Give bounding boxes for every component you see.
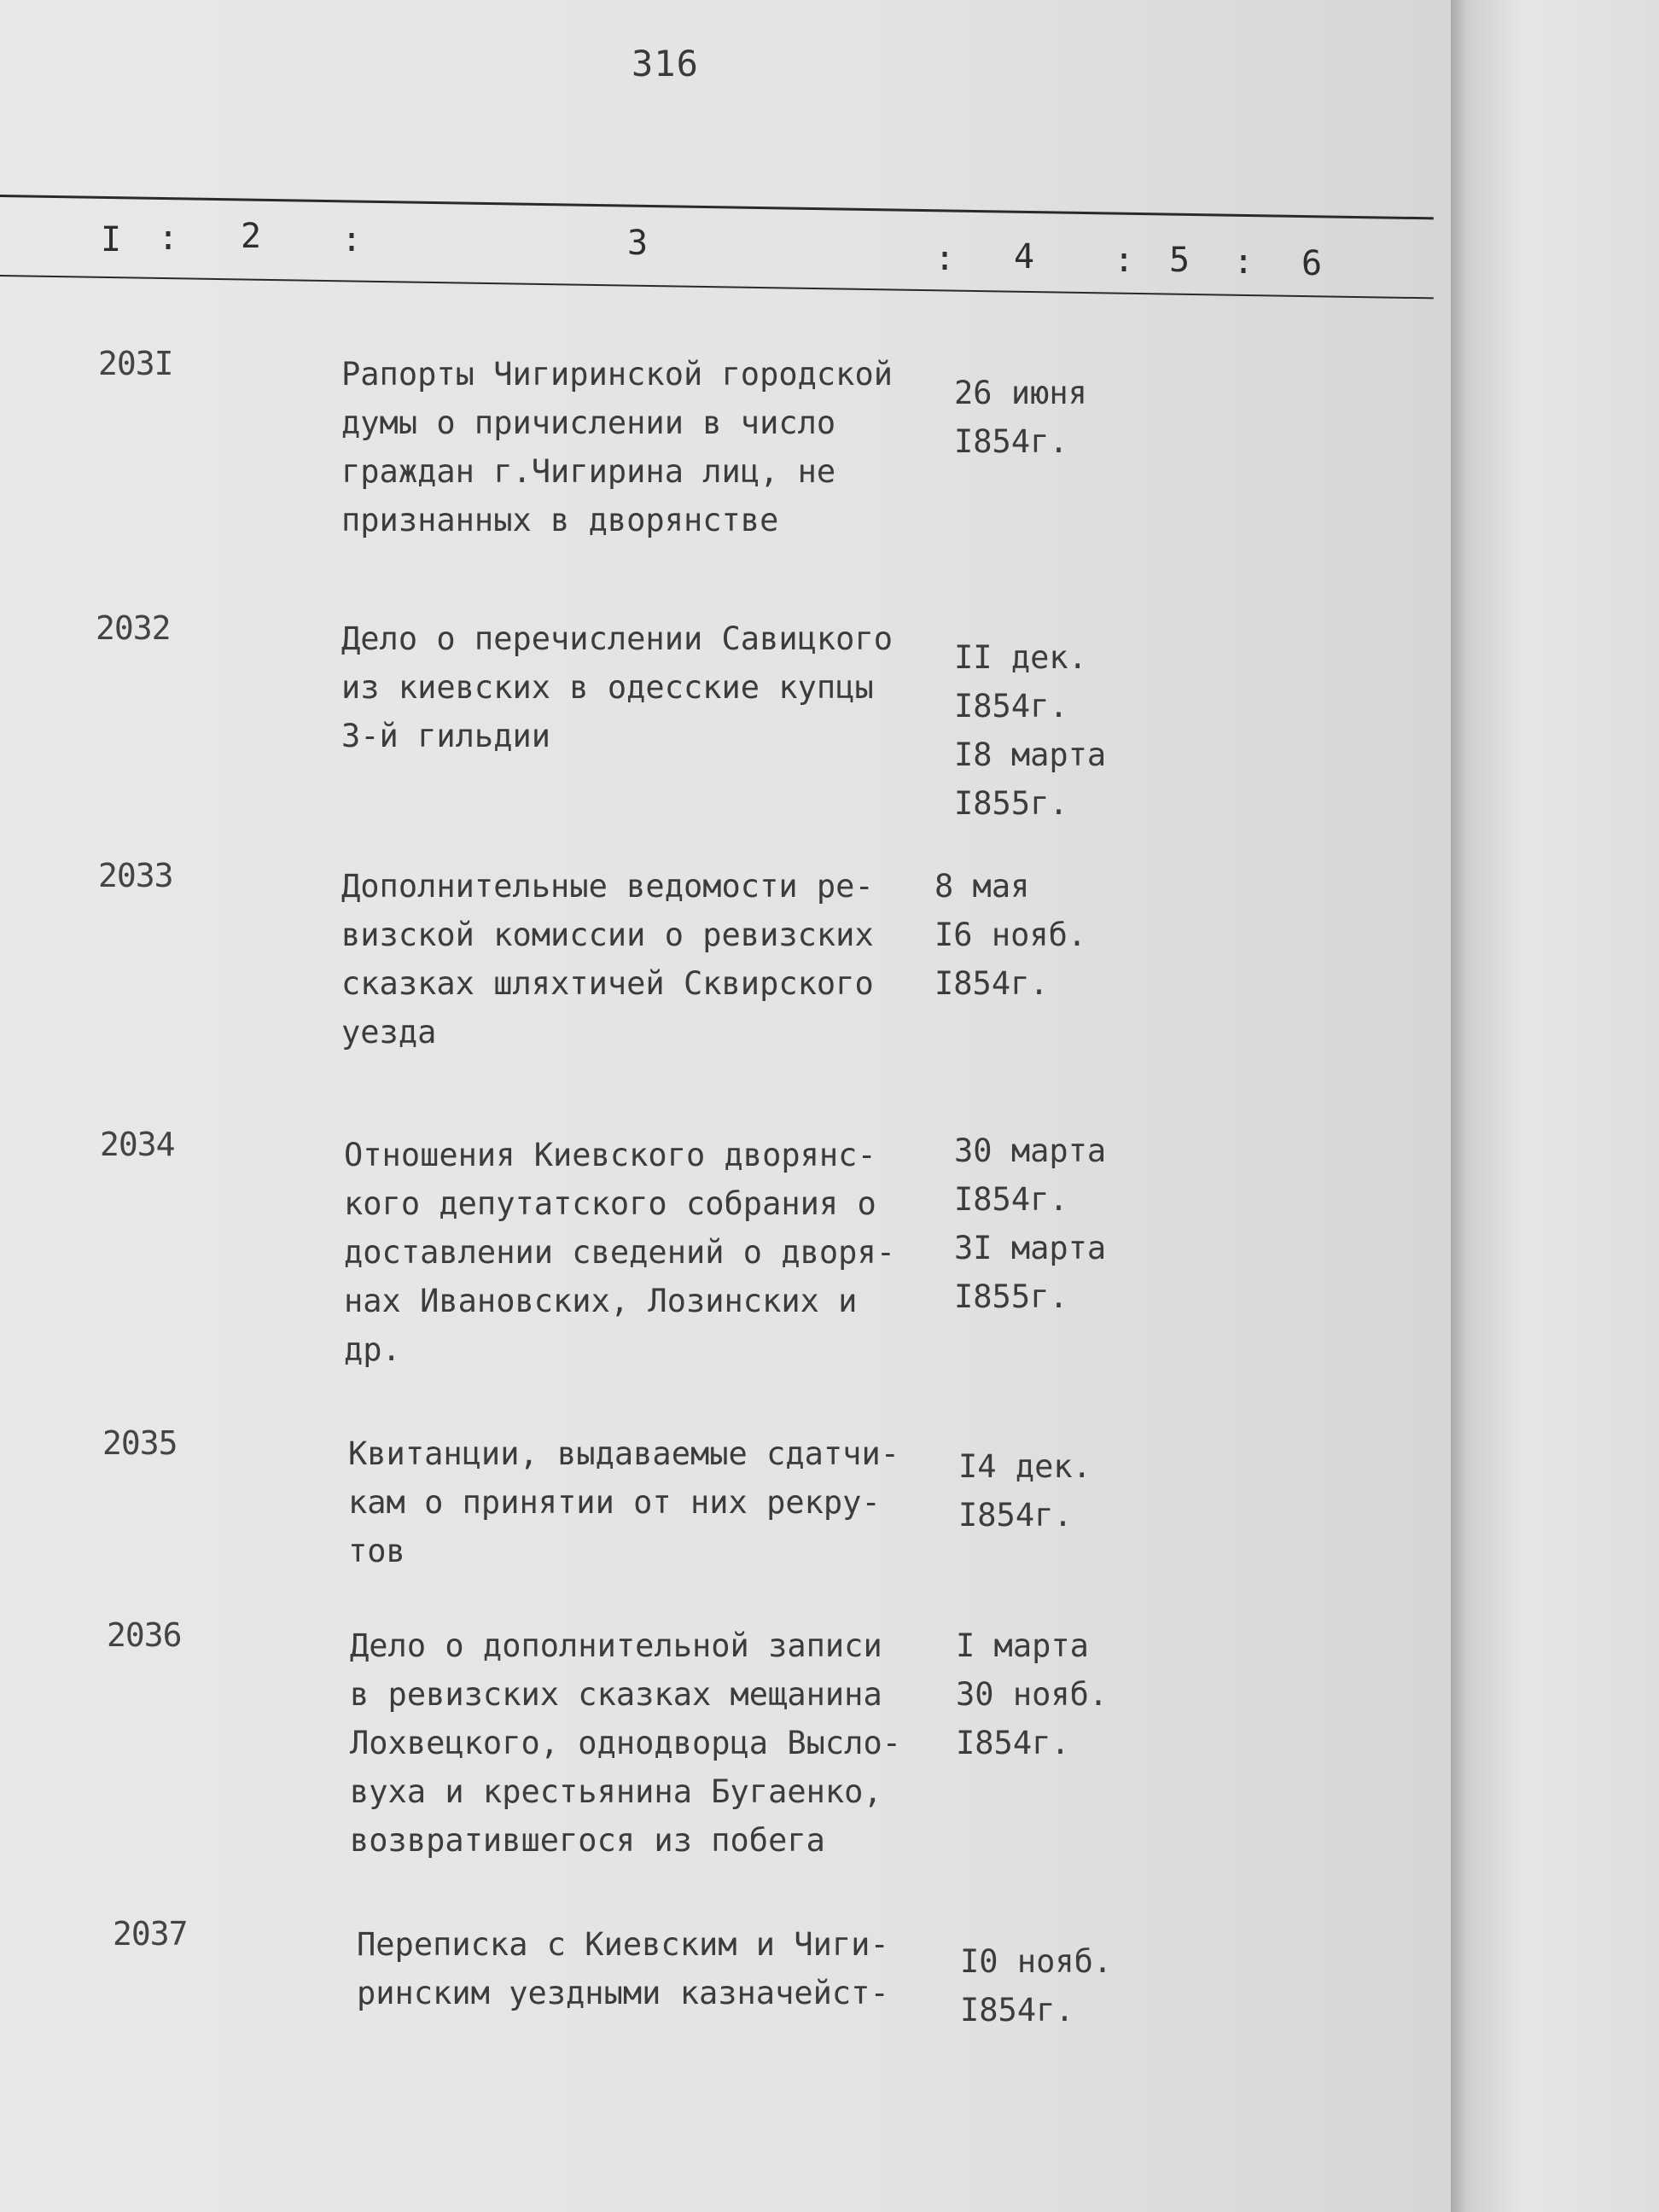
description-line: Лохвецкого, однодворца Высло-: [350, 1725, 902, 1761]
entry-number: 2036: [107, 1616, 182, 1654]
date-line: 8 мая: [934, 868, 1030, 905]
description-line: возвратившегося из побега: [350, 1822, 825, 1859]
date-line: II дек.: [954, 639, 1087, 676]
entry-number: 2033: [98, 857, 173, 894]
entry-description: [348, 1429, 899, 1575]
entry-dates: [958, 1442, 1091, 1540]
description-line: Квитанции, выдаваемые сдатчи-: [348, 1435, 900, 1472]
date-line: I854г.: [956, 1725, 1070, 1761]
date-line: 30 марта: [954, 1132, 1107, 1169]
column-header-6: 6: [1301, 244, 1323, 283]
description-line: др.: [344, 1331, 401, 1368]
column-header-I: I: [101, 220, 122, 259]
date-line: I854г.: [954, 423, 1068, 460]
description-line: ринским уездными казначейст-: [357, 1975, 889, 2011]
date-line: I854г.: [934, 965, 1049, 1002]
description-line: в ревизских сказках мещанина: [350, 1676, 882, 1713]
entry-description: [341, 862, 874, 1057]
description-line: признанных в дворянстве: [341, 502, 779, 538]
description-line: Дело о дополнительной записи: [350, 1627, 882, 1664]
column-header-5: 5: [1169, 241, 1190, 280]
column-separator: :: [1114, 241, 1135, 280]
description-line: думы о причислении в число: [341, 405, 836, 441]
description-line: вуха и крестьянина Бугаенко,: [350, 1773, 882, 1810]
description-line: тов: [348, 1533, 405, 1569]
entry-description: [350, 1621, 901, 1865]
date-line: I854г.: [954, 1181, 1068, 1218]
description-line: кам о принятии от них рекру-: [348, 1484, 881, 1521]
entry-number: 2037: [113, 1915, 188, 1953]
date-line: I855г.: [954, 1278, 1068, 1315]
description-line: кого депутатского собрания о: [344, 1185, 876, 1222]
entry-dates: [954, 633, 1106, 828]
column-separator: :: [934, 239, 956, 278]
date-line: I8 марта: [954, 736, 1107, 773]
description-line: Отношения Киевского дворянс-: [344, 1137, 876, 1173]
date-line: 3I марта: [954, 1230, 1107, 1266]
description-line: нах Ивановских, Лозинских и: [344, 1283, 858, 1319]
date-line: I0 нояб.: [960, 1943, 1113, 1980]
date-line: I марта: [956, 1627, 1089, 1664]
date-line: I854г.: [954, 688, 1068, 725]
description-line: визской комиссии о ревизских: [341, 917, 874, 953]
entry-dates: [934, 862, 1086, 1008]
date-line: I6 нояб.: [934, 917, 1087, 953]
description-line: граждан г.Чигирина лиц, не: [341, 453, 836, 490]
description-line: Дополнительные ведомости ре-: [341, 868, 874, 905]
entry-number: 203I: [98, 345, 173, 382]
column-separator: :: [1233, 242, 1254, 282]
date-line: I855г.: [954, 785, 1068, 822]
page-number: 316: [632, 43, 699, 84]
entry-number: 2032: [96, 609, 171, 647]
entry-dates: [956, 1621, 1108, 1767]
entry-description: [341, 350, 893, 544]
description-line: сказках шляхтичей Сквирского: [341, 965, 874, 1002]
entry-dates: [960, 1937, 1112, 2034]
column-separator: :: [158, 218, 179, 258]
date-line: 26 июня: [954, 375, 1087, 411]
description-line: из киевских в одесские купцы: [341, 669, 874, 706]
column-separator: :: [341, 220, 363, 259]
date-line: I854г.: [958, 1497, 1073, 1534]
date-line: I4 дек.: [958, 1448, 1091, 1485]
date-line: 30 нояб.: [956, 1676, 1109, 1713]
description-line: Дело о перечислении Савицкого: [341, 620, 894, 657]
description-line: Переписка с Киевским и Чиги-: [357, 1926, 889, 1963]
entry-dates: [954, 369, 1087, 466]
column-header-4: 4: [1014, 237, 1035, 276]
description-line: доставлении сведений о дворя-: [344, 1234, 896, 1271]
date-line: I854г.: [960, 1992, 1074, 2029]
entry-description: [357, 1920, 889, 2017]
description-line: Рапорты Чигиринской городской: [341, 356, 894, 393]
entry-number: 2034: [100, 1126, 175, 1163]
entry-dates: [954, 1126, 1106, 1321]
entry-description: [344, 1131, 895, 1374]
description-line: 3-й гильдии: [341, 718, 551, 754]
description-line: уезда: [341, 1014, 437, 1051]
page-edge-shadow: [1451, 0, 1659, 2212]
column-header-2: 2: [241, 217, 262, 256]
entry-number: 2035: [102, 1424, 178, 1462]
entry-description: [341, 614, 893, 760]
column-header-3: 3: [627, 224, 649, 263]
